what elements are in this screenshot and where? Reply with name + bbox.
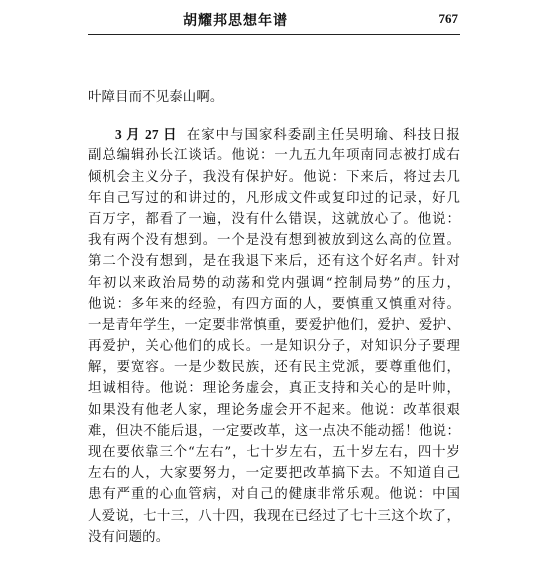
page-number: 767 bbox=[438, 11, 458, 26]
entry-line: 副总编辑孙长江谈话。他说：一九五九年项南同志被打成右 bbox=[88, 148, 460, 164]
entry-line: 坦诚相待。他说：理论务虚会，真正支持和关心的是叶帅， bbox=[88, 381, 460, 397]
entry-line: 左右的人，大家要努力，一定要把改革搞下去。不知道自己 bbox=[88, 466, 460, 482]
entry-line: 患有严重的心血管病，对自己的健康非常乐观。他说：中国 bbox=[88, 487, 460, 503]
entry-line: 倾机会主义分子，我没有保护好。他说：下来后，将过去几 bbox=[88, 169, 460, 185]
book-title: 胡耀邦思想年谱 bbox=[183, 13, 288, 29]
entry-line: 年初以来政治局势的动荡和党内强调“控制局势”的压力， bbox=[88, 275, 460, 291]
entry-line: 难，但决不能后退，一定要改革，这一点决不能动摇！他说： bbox=[88, 423, 460, 439]
body-text bbox=[88, 87, 460, 548]
entry-line: 解，要宽容。一是少数民族，还有民主党派，要尊重他们， bbox=[88, 360, 460, 376]
running-header bbox=[88, 10, 458, 32]
paragraph-gap bbox=[88, 108, 460, 124]
entry-line: 在家中与国家科委副主任吴明瑜、科技日报 bbox=[186, 128, 460, 144]
entry-date: 3 月 27 日 bbox=[115, 127, 178, 143]
entry-line: 他说：多年来的经验，有四方面的人，要慎重又慎重对待。 bbox=[88, 296, 460, 312]
entry-line: 百万字，都看了一遍，没有什么错误，这就放心了。他说： bbox=[88, 211, 460, 227]
entry-line: 如果没有他老人家，理论务虚会开不起来。他说：改革很艰 bbox=[88, 402, 460, 418]
entry-line: 再爱护，关心他们的成长。一是知识分子，对知识分子要理 bbox=[88, 339, 460, 355]
entry-line: 现在要依靠三个“左右”，七十岁左右，五十岁左右，四十岁 bbox=[88, 445, 460, 460]
entry-line: 一是青年学生，一定要非常慎重，要爱护他们，爱护、爱护、 bbox=[88, 317, 460, 333]
entry-line: 没有问题的。 bbox=[88, 529, 170, 545]
entry-first-line bbox=[88, 124, 460, 145]
entry-line: 我有两个没有想到。一个是没有想到被放到这么高的位置。 bbox=[88, 233, 460, 249]
header-rule bbox=[88, 34, 460, 35]
entry-line: 人爱说，七十三，八十四，我现在已经过了七十三这个坎了， bbox=[88, 508, 460, 524]
entry-line: 年自己写过的和讲过的，凡形成文件或复印过的记录，好几 bbox=[88, 190, 460, 206]
entry-line: 第二个没有想到，是在我退下来后，还有这个好名声。针对 bbox=[88, 254, 460, 270]
continuation-line: 叶障目而不见泰山啊。 bbox=[88, 90, 224, 105]
